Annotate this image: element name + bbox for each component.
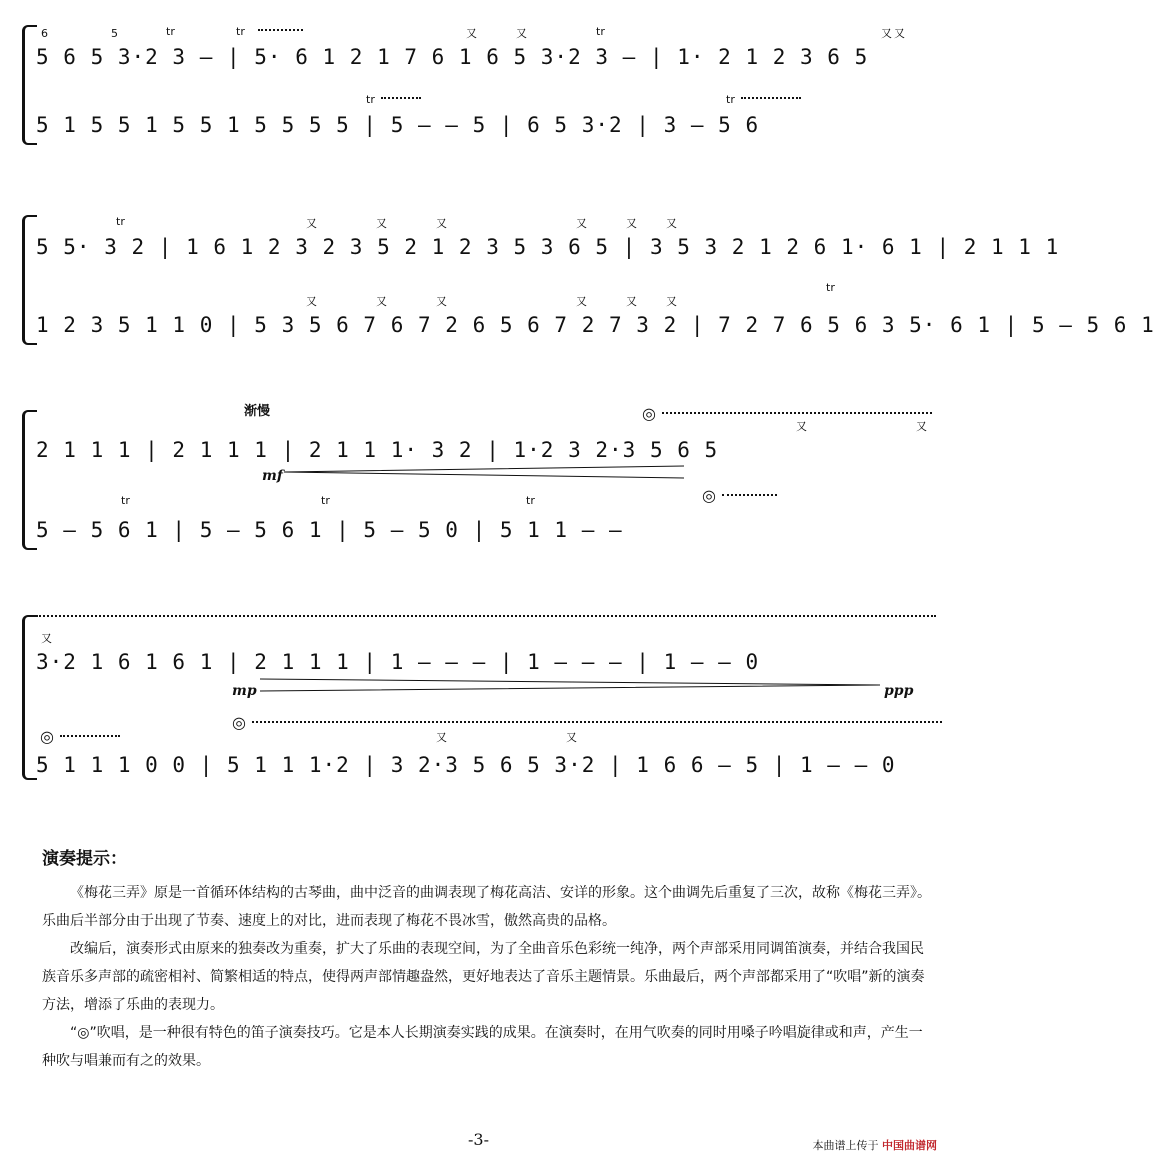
circle-mark: ◎ <box>702 486 716 505</box>
lower-notes: 5 1 1 1 0 0 | 5 1 1 1·2 | 3 2·3 5 6 5 3·2 | 1 6 6 – 5 | 1 – – 0 <box>36 753 896 777</box>
tempo-marking: 渐慢 <box>244 404 271 419</box>
upper-part: 又 又 2 1 1 1 | 2 1 1 1 | 2 1 1 1· 3 2 | 1·2 3 2·3 5 6 5 <box>36 420 927 462</box>
circle-mark: ◎ <box>642 404 656 423</box>
score-system-4 <box>22 615 937 780</box>
paragraph-1: 《梅花三弄》原是一首循环体结构的古琴曲，曲中泛音的曲调表现了梅花高洁、安详的形象。这个曲调先后重复了三次，故称《梅花三弄》。乐曲后半部分由于出现了节奏、速度上的对比，进而表现了梅花不畏冰雪，傲然高贵的品格。 <box>42 885 931 929</box>
upper-notes: 5 5· 3 2 | 1 6 1 2 3 2 3 5 2 1 2 3 5 3 6 5 | 3 5 3 2 1 2 6 1· 6 1 | 2 1 1 1 <box>36 235 1060 259</box>
upper-part: 又 3·2 1 6 1 6 1 | 2 1 1 1 | 1 – – – | 1 – – – | 1 – – 0 <box>36 632 760 674</box>
section-title: 演奏提示： <box>42 849 127 869</box>
upper-part: tr 又 又 又 又 又 又 5 5· 3 2 | 1 6 1 2 3 2 3 5 2 1 2 3 5 3 6 5 | 3 5 3 2 1 2 6 1· 6 1 | 2 1 1 1 <box>36 215 1060 259</box>
upload-label: 本曲谱上传于 <box>812 1139 879 1152</box>
lower-notes: 1 2 3 5 1 1 0 | 5 3 5 6 7 6 7 2 6 5 6 7 2 7 3 2 | 7 2 7 6 5 6 3 5· 6 1 | 5 – 5 6 1 <box>36 313 1155 337</box>
dynamic-ppp: ppp <box>884 683 914 699</box>
score-system-1 <box>22 25 937 145</box>
lower-part: 又 又 5 1 1 1 0 0 | 5 1 1 1·2 | 3 2·3 5 6 5 3·2 | 1 6 6 – 5 | 1 – – 0 <box>36 731 896 777</box>
score-system-3 <box>22 404 937 550</box>
circle-mark: ◎ <box>232 713 246 732</box>
upper-notes: 5 6 5 3·2 3 – | 5· 6 1 2 1 7 6 1 6 5 3·2 3 – | 1· 2 1 2 3 6 5 <box>36 45 869 69</box>
lower-part: 又 又 又 又 又 又 tr 1 2 3 5 1 1 0 | 5 3 5 6 7 6 7 2 6 5 6 7 2 7 3 2 | 7 2 7 6 5 6 3 5· 6 1 | 5 – 5 6 1 <box>36 281 1155 337</box>
system-brace <box>22 615 37 780</box>
diminuendo-hairpin <box>260 678 880 692</box>
lower-notes: 5 – 5 6 1 | 5 – 5 6 1 | 5 – 5 0 | 5 1 1 – – <box>36 518 623 542</box>
upper-notes: 2 1 1 1 | 2 1 1 1 | 2 1 1 1· 3 2 | 1·2 3 2·3 5 6 5 <box>36 438 719 462</box>
paragraph-3: “◎”吹唱，是一种很有特色的笛子演奏技巧。它是本人长期演奏实践的成果。在演奏时，在用气吹奏的同时用嗓子吟唱旋律或和声，产生一种吹与唱兼而有之的效果。 <box>42 1025 923 1069</box>
system-brace <box>22 410 37 550</box>
paragraph-2: 改编后，演奏形式由原来的独奏改为重奏，扩大了乐曲的表现空间，为了全曲音乐色彩统一纯净，两个声部采用同调笛演奏，并结合我国民族音乐多声部的疏密相衬、简繁相适的特点，使得两声部情趣盎然，更好地表达了音乐主题情景。乐曲最后，两个声部都采用了“吹唱”新的演奏方法，增添了乐曲的表现力。 <box>42 941 925 1013</box>
system-brace <box>22 25 37 145</box>
site-logo[interactable]: 中国曲谱网 <box>882 1139 937 1152</box>
lower-part: tr tr 5 1 5 5 1 5 5 1 5 5 5 5 | 5 – – 5 | 6 5 3·2 | 3 – 5 6 <box>36 103 937 143</box>
lower-notes: 5 1 5 5 1 5 5 1 5 5 5 5 | 5 – – 5 | 6 5 3·2 | 3 – 5 6 <box>36 113 760 137</box>
upper-notes: 3·2 1 6 1 6 1 | 2 1 1 1 | 1 – – – | 1 – – – | 1 – – 0 <box>36 650 760 674</box>
system-brace <box>22 215 37 345</box>
upload-credit <box>813 1137 938 1153</box>
lower-part: tr tr tr 5 – 5 6 1 | 5 – 5 6 1 | 5 – 5 0 | 5 1 1 – – <box>36 494 623 542</box>
upper-part: 6 5 tr tr 又 又 tr 又 又 5 6 5 3·2 3 – | 5· 6 1 2 1 7 6 1 6 5 3·2 3 – | 1· 2 1 2 3 6 5 <box>36 25 905 69</box>
score-system-2 <box>22 215 1155 345</box>
performance-notes <box>42 845 932 1075</box>
circle-mark: ◎ <box>40 727 54 746</box>
dynamic-mp: mp <box>232 683 257 699</box>
dynamic-mf: mf <box>262 468 283 484</box>
crescendo-hairpin <box>284 465 684 479</box>
page-number: -3- <box>468 1130 489 1149</box>
